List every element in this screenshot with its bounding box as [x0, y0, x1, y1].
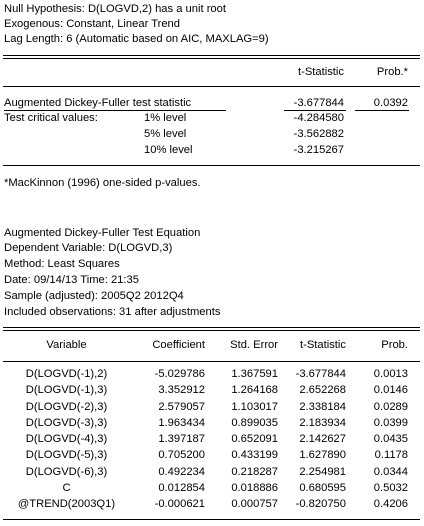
prob-cell: 0.4206: [373, 498, 408, 510]
tstat-cell: 2.254981: [299, 466, 346, 478]
observations-text: Included observations: 31 after adjustments: [4, 306, 221, 318]
equation-title: Augmented Dickey-Fuller Test Equation: [4, 227, 201, 239]
col-header-coefficient: Coefficient: [152, 339, 205, 351]
tstat-cell: -3.677844: [295, 368, 346, 380]
coefficient-cell: 0.012854: [158, 482, 205, 494]
divider-adf-bottom: [3, 165, 420, 166]
col-header-tstat: t-Statistic: [299, 339, 346, 351]
std-error-cell: 0.433199: [231, 449, 278, 461]
crit-level-value: -3.562882: [293, 128, 344, 140]
std-error-cell: 0.000757: [231, 498, 278, 510]
tstat-cell: 2.338184: [299, 401, 346, 413]
prob-cell: 0.0435: [373, 433, 408, 445]
adf-stat-prob: 0.0392: [373, 97, 408, 109]
std-error-cell: 1.367591: [231, 368, 278, 380]
variable-cell: D(LOGVD(-1),3): [25, 384, 108, 396]
coefficient-cell: -5.029786: [154, 368, 205, 380]
prob-cell: 0.0013: [373, 368, 408, 380]
adf-value-underline: [284, 110, 346, 111]
tstat-cell: -0.820750: [295, 498, 346, 510]
std-error-cell: 0.899035: [231, 417, 278, 429]
coefficient-cell: -0.000621: [154, 498, 205, 510]
coefficient-cell: 0.705200: [158, 449, 205, 461]
adf-stat-label: Augmented Dickey-Fuller test statistic: [4, 97, 192, 109]
adf-col-prob: Prob.*: [376, 66, 408, 78]
std-error-cell: 1.264168: [231, 384, 278, 396]
coefficient-cell: 3.352912: [158, 384, 205, 396]
std-error-cell: 1.103017: [231, 401, 278, 413]
adf-col-tstat: t-Statistic: [297, 66, 344, 78]
sample-text: Sample (adjusted): 2005Q2 2012Q4: [4, 290, 184, 302]
crit-level-label: 10% level: [144, 144, 193, 156]
std-error-cell: 0.218287: [231, 466, 278, 478]
null-hypothesis-text: Null Hypothesis: D(LOGVD,2) has a unit root: [4, 3, 226, 15]
adf-stat-underline: [4, 110, 226, 111]
std-error-cell: 0.018886: [231, 482, 278, 494]
variable-cell: D(LOGVD(-2),3): [25, 401, 108, 413]
tstat-cell: 2.142627: [299, 433, 346, 445]
prob-cell: 0.0289: [373, 401, 408, 413]
tstat-cell: 2.183934: [299, 417, 346, 429]
crit-level-label: 5% level: [144, 128, 187, 140]
adf-prob-underline: [355, 110, 409, 111]
adf-stat-value: -3.677844: [293, 97, 344, 109]
variable-cell: D(LOGVD(-3),3): [25, 417, 108, 429]
crit-level-label: 1% level: [144, 112, 187, 124]
dependent-variable-text: Dependent Variable: D(LOGVD,3): [4, 242, 173, 254]
variable-cell: D(LOGVD(-4),3): [25, 433, 108, 445]
col-header-std-error: Std. Error: [230, 339, 278, 351]
tstat-cell: 2.652268: [299, 384, 346, 396]
variable-cell: D(LOGVD(-1),2): [25, 368, 108, 380]
prob-cell: 0.0399: [373, 417, 408, 429]
variable-cell: C: [62, 482, 71, 494]
divider-coef-top-double: [3, 330, 420, 331]
crit-values-label: Test critical values:: [4, 112, 98, 124]
coefficient-cell: 2.579057: [158, 401, 205, 413]
divider-coef-header: [3, 361, 420, 362]
divider-coef-bottom: [3, 519, 420, 520]
tstat-cell: 1.627890: [299, 449, 346, 461]
col-header-variable: Variable: [46, 339, 87, 351]
std-error-cell: 0.652091: [231, 433, 278, 445]
prob-cell: 0.0344: [373, 466, 408, 478]
divider-top: [3, 55, 420, 56]
crit-level-value: -4.284580: [293, 112, 344, 124]
crit-level-value: -3.215267: [293, 144, 344, 156]
lag-length-text: Lag Length: 6 (Automatic based on AIC, MAXLAG=9): [4, 33, 269, 45]
method-text: Method: Least Squares: [4, 258, 120, 270]
tstat-cell: 0.680595: [299, 482, 346, 494]
coefficient-cell: 1.963434: [158, 417, 205, 429]
prob-cell: 0.5032: [373, 482, 408, 494]
exogenous-text: Exogenous: Constant, Linear Trend: [4, 18, 181, 30]
col-header-prob: Prob.: [381, 339, 408, 351]
prob-cell: 0.0146: [373, 384, 408, 396]
footnote-text: *MacKinnon (1996) one-sided p-values.: [4, 177, 201, 189]
date-time-text: Date: 09/14/13 Time: 21:35: [4, 274, 139, 286]
divider-top-double: [3, 58, 420, 59]
coefficient-cell: 1.397187: [158, 433, 205, 445]
variable-cell: @TREND(2003Q1): [17, 498, 116, 510]
prob-cell: 0.1178: [374, 449, 408, 461]
variable-cell: D(LOGVD(-6),3): [25, 466, 108, 478]
coefficient-cell: 0.492234: [158, 466, 205, 478]
divider-coef-top: [3, 327, 420, 328]
divider-adf-header: [3, 86, 420, 87]
variable-cell: D(LOGVD(-5),3): [25, 449, 108, 461]
